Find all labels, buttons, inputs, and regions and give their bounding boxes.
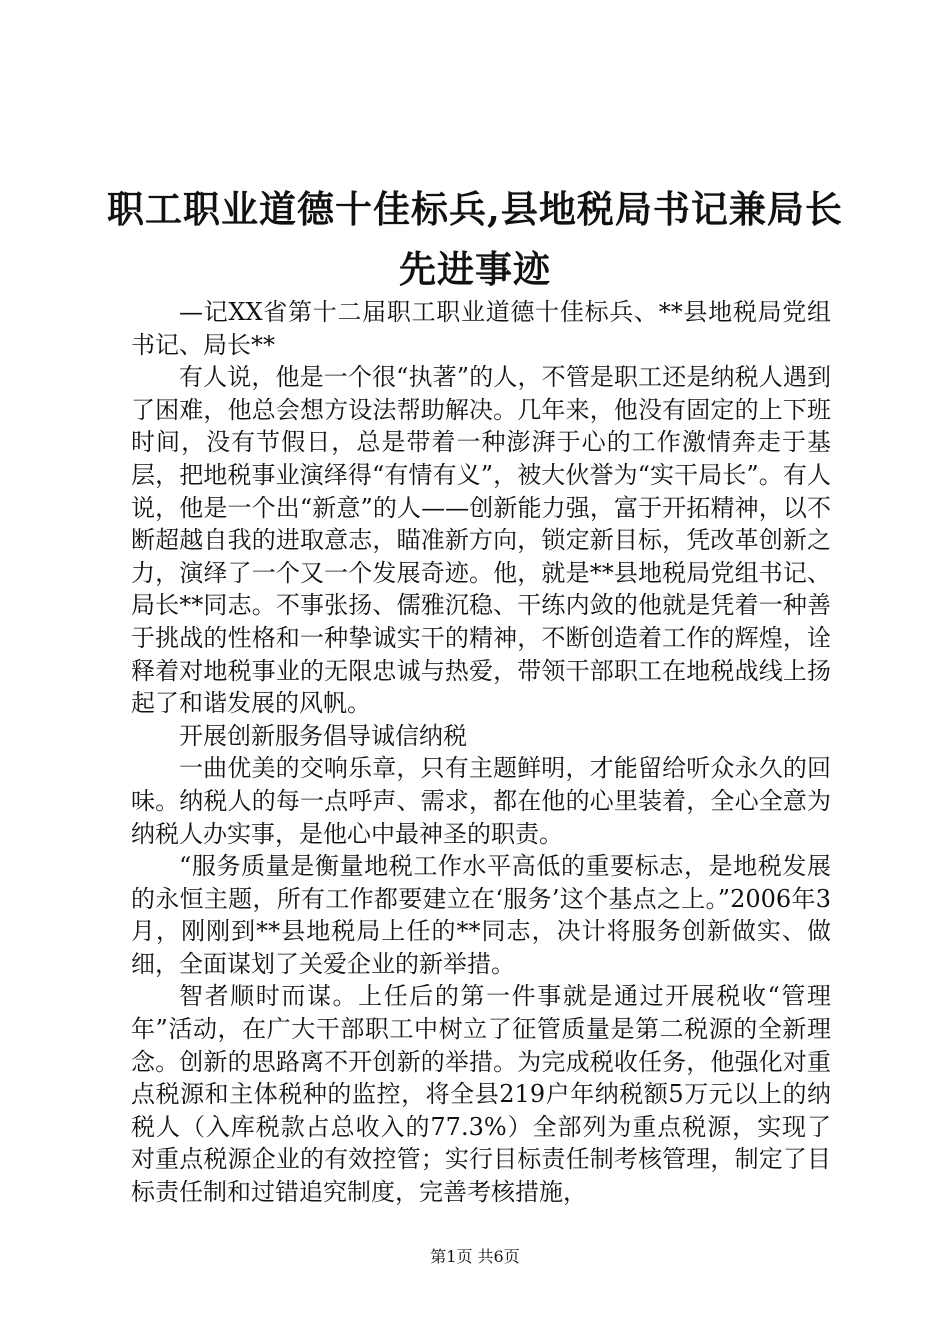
section-heading: 开展创新服务倡导诚信纳税 <box>179 721 467 750</box>
body-paragraph: 一曲优美的交响乐章，只有主题鲜明，才能留给听众永久的回味。纳税人的每一点呼声、需求，都在他的心里装着，全心全意为纳税人办实事，是他心中最神圣的职责。 <box>131 754 831 848</box>
document-title-line1: 职工职业道德十佳标兵,县地税局书记兼局长 <box>107 187 843 231</box>
page-footer: 第1页 共6页 <box>430 1247 520 1266</box>
document-title-line2: 先进事迹 <box>399 247 551 291</box>
subtitle-paragraph: —记XX省第十二届职工职业道德十佳标兵、**县地税局党组书记、局长** <box>131 298 831 359</box>
document-body <box>131 296 831 1209</box>
body-paragraph: 智者顺时而谋。上任后的第一件事就是通过开展税收“管理年”活动，在广大干部职工中树立了征管质量是第二税源的全新理念。创新的思路离不开创新的举措。为完成税收任务，他强化对重点税源和主体税种的监控，将全县219户年纳税额5万元以上的纳税人（入库税款占总收入的77.3%）全部列为重点税源，实现了对重点税源企业的有效控管；实行目标责任制考核管理，制定了目标责任制和过错追究制度，完善考核措施， <box>131 982 831 1207</box>
body-paragraph: “服务质量是衡量地税工作水平高低的重要标志，是地税发展的永恒主题，所有工作都要建立在‘服务’这个基点之上。”2006年3月，刚刚到**县地税局上任的**同志，决计将服务创新做实、做细，全面谋划了关爱企业的新举措。 <box>131 852 831 978</box>
body-paragraph: 有人说，他是一个很“执著”的人，不管是职工还是纳税人遇到了困难，他总会想方设法帮助解决。几年来，他没有固定的上下班时间，没有节假日，总是带着一种澎湃于心的工作激情奔走于基层，把地税事业演绎得“有情有义”，被大伙誉为“实干局长”。有人说，他是一个出“新意”的人——创新能力强，富于开拓精神，以不断超越自我的进取意志，瞄准新方向，锁定新目标，凭改革创新之力，演绎了一个又一个发展奇迹。他，就是**县地税局党组书记、局长**同志。不事张扬、儒雅沉稳、干练内敛的他就是凭着一种善于挑战的性格和一种挚诚实干的精神，不断创造着工作的辉煌，诠释着对地税事业的无限忠诚与热爱，带领干部职工在地税战线上扬起了和谐发展的风帆。 <box>131 363 831 718</box>
